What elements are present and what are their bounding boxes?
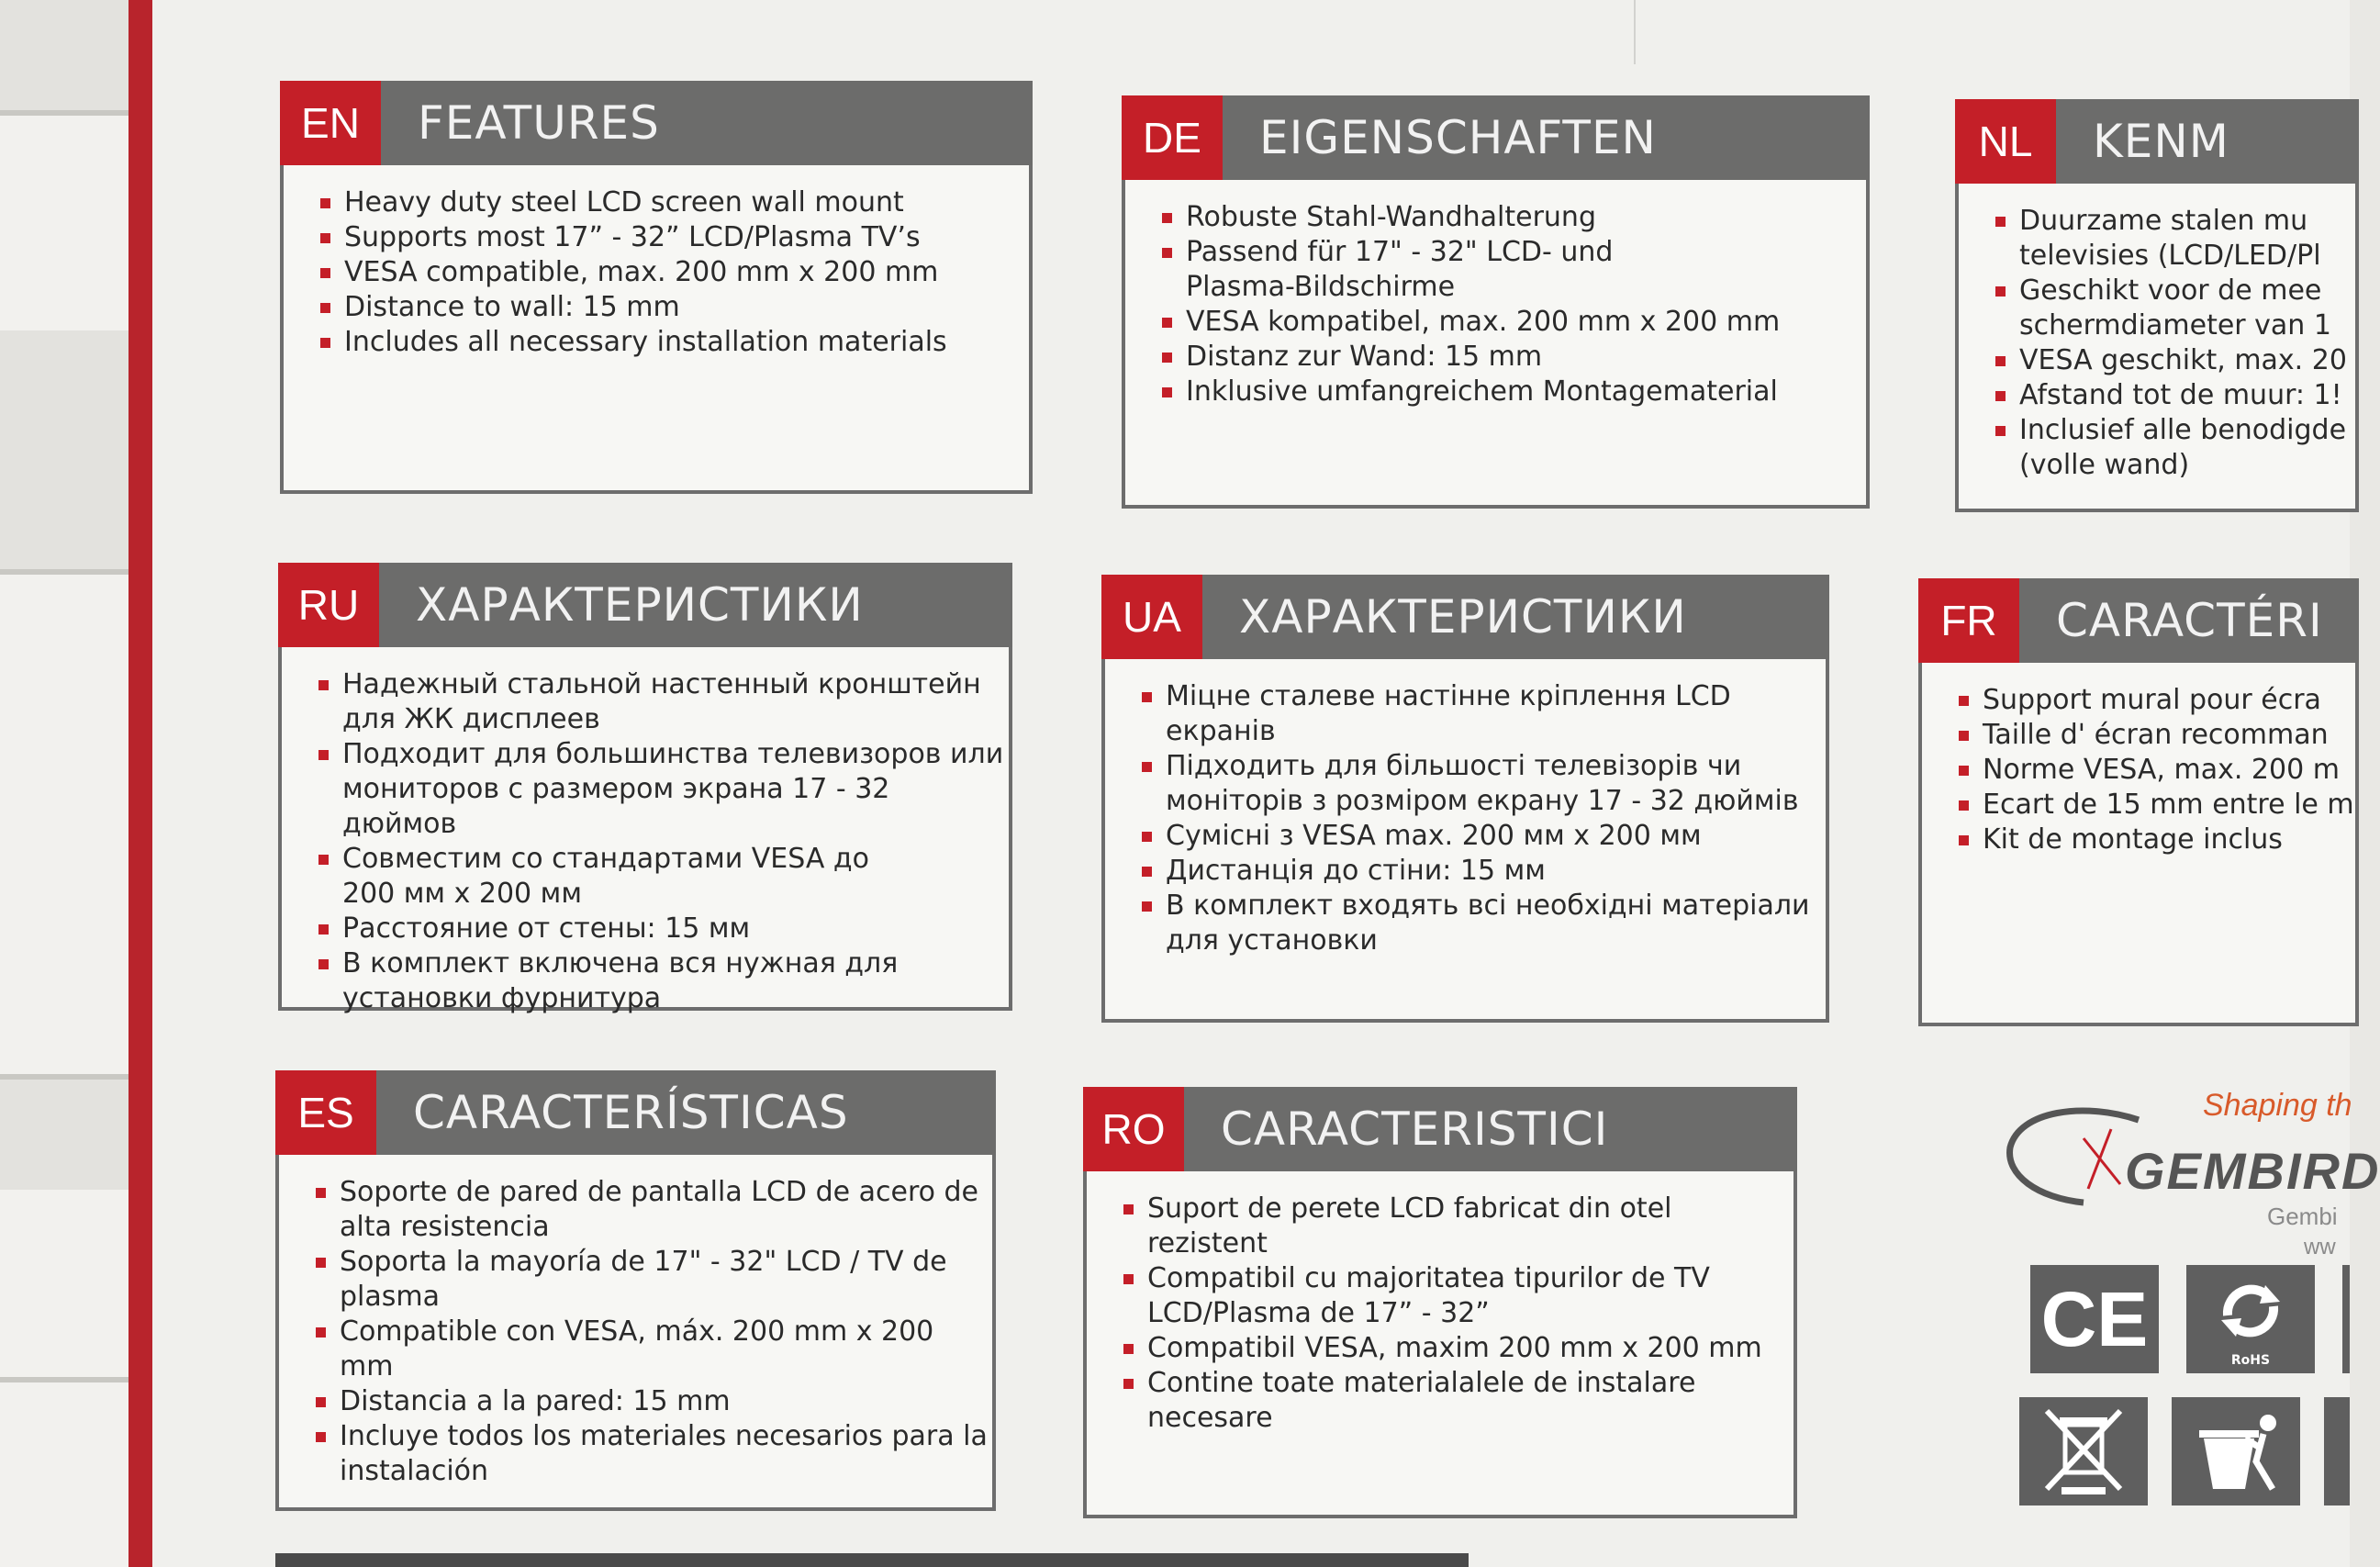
bullet-icon: [1959, 800, 1969, 811]
feature-item: Inclusief alle benodigde (volle wand): [1995, 413, 2355, 483]
ce-mark-icon: CE: [2030, 1265, 2159, 1373]
feature-item: VESA geschikt, max. 20: [1995, 343, 2355, 378]
bullet-icon: [320, 303, 330, 313]
language-code: RO: [1083, 1087, 1184, 1171]
box-crease: [1634, 0, 1636, 64]
bullet-icon: [1123, 1274, 1134, 1284]
feature-item: Підходить для більшості телевізорів чи моніторів з розміром екрану 17 - 32 дюймів: [1142, 749, 1826, 819]
feature-item: Distance to wall: 15 mm: [320, 290, 1018, 325]
bullet-icon: [320, 198, 330, 208]
feature-item: VESA kompatibel, max. 200 mm x 200 mm: [1162, 305, 1855, 340]
language-code: UA: [1101, 575, 1202, 659]
feature-item: Ecart de 15 mm entre le m: [1959, 788, 2355, 823]
panel-title: ХАРАКТЕРИСТИКИ: [416, 578, 864, 632]
bullet-icon: [316, 1432, 326, 1442]
recycle-bin-icon: [2172, 1397, 2300, 1505]
feature-item: Includes all necessary installation materials: [320, 325, 1018, 360]
bullet-icon: [1142, 901, 1152, 912]
brand-block: [2001, 1088, 2380, 1259]
feature-item: Совместим со стандартами VESA до 200 мм x 200 мм: [318, 842, 1009, 912]
language-code: NL: [1955, 99, 2056, 184]
feature-item: Incluye todos los materiales necesarios para la instalación: [316, 1419, 992, 1489]
bullet-icon: [1162, 353, 1172, 363]
panel-title: KENM: [2093, 115, 2229, 168]
cert-partial-2: [2324, 1397, 2350, 1505]
feature-list: [1959, 683, 2355, 857]
bullet-icon: [1959, 696, 1969, 706]
bullet-icon: [316, 1327, 326, 1338]
feature-item: Norme VESA, max. 200 m: [1959, 753, 2355, 788]
brand-subtitle: Gembi: [2267, 1203, 2338, 1230]
feature-item: Soporta la mayoría de 17" - 32" LCD / TV de plasma: [316, 1245, 992, 1315]
feature-list: [1162, 200, 1855, 409]
panel-header: [280, 81, 1033, 165]
panel-ru: [278, 563, 1012, 1014]
brand-url: ww: [2304, 1235, 2336, 1259]
panel-header: [275, 1070, 996, 1155]
bullet-icon: [1995, 217, 2006, 227]
language-code: ES: [275, 1070, 376, 1155]
bullet-icon: [316, 1258, 326, 1268]
feature-item: Подходит для большинства телевизоров или мониторов с размером экрана 17 - 32 дюймов: [318, 737, 1009, 842]
feature-list: [1123, 1192, 1793, 1436]
feature-item: Compatibil cu majoritatea tipurilor de TV LCD/Plasma de 17” - 32”: [1123, 1261, 1793, 1331]
feature-item: Passend für 17" - 32" LCD- und Plasma-Bildschirme: [1162, 235, 1855, 305]
panel-header: [1122, 95, 1870, 180]
feature-item: Taille d' écran recomman: [1959, 718, 2355, 753]
panel-header: [1101, 575, 1829, 659]
bullet-icon: [1142, 867, 1152, 877]
bullet-icon: [1162, 248, 1172, 258]
language-code: RU: [278, 563, 379, 647]
bullet-icon: [1162, 387, 1172, 397]
bullet-icon: [318, 924, 329, 935]
bullet-icon: [1142, 762, 1152, 772]
cert-partial: [2342, 1265, 2350, 1373]
bullet-icon: [1162, 213, 1172, 223]
feature-item: Soporte de pared de pantalla LCD de acero de alta resistencia: [316, 1175, 992, 1245]
feature-item: VESA compatible, max. 200 mm x 200 mm: [320, 255, 1018, 290]
panel-nl: [1955, 99, 2359, 512]
panel-title: ХАРАКТЕРИСТИКИ: [1239, 590, 1687, 644]
panel-title: EIGENSCHAFTEN: [1259, 111, 1657, 164]
bullet-icon: [1995, 286, 2006, 297]
panel-de: [1122, 95, 1870, 509]
feature-item: Distancia a la pared: 15 mm: [316, 1384, 992, 1419]
feature-item: В комплект входять всі необхідні матеріали для установки: [1142, 889, 1826, 958]
bullet-icon: [1162, 318, 1172, 328]
bullet-icon: [318, 959, 329, 969]
brand-tagline: Shaping th: [2203, 1088, 2352, 1123]
bullet-icon: [1142, 692, 1152, 702]
feature-item: Duurzame stalen mu televisies (LCD/LED/Pl: [1995, 204, 2355, 274]
bullet-icon: [316, 1188, 326, 1198]
feature-list: [318, 667, 1009, 1016]
bullet-icon: [318, 855, 329, 865]
feature-item: Сумісні з VESA max. 200 мм x 200 мм: [1142, 819, 1826, 854]
panel-title: CARACTERÍSTICAS: [413, 1086, 849, 1139]
feature-item: Supports most 17” - 32” LCD/Plasma TV’s: [320, 220, 1018, 255]
bullet-icon: [1123, 1204, 1134, 1214]
feature-item: Geschikt voor de mee schermdiameter van 1: [1995, 274, 2355, 343]
feature-list: [1142, 679, 1826, 958]
bullet-icon: [1123, 1344, 1134, 1354]
feature-item: Suport de perete LCD fabricat din otel rezistent: [1123, 1192, 1793, 1261]
panel-es: [275, 1070, 996, 1511]
panel-header: [1083, 1087, 1797, 1171]
panel-ua: [1101, 575, 1829, 1023]
panel-title: FEATURES: [418, 96, 660, 150]
bullet-icon: [1995, 356, 2006, 366]
feature-item: Міцне сталеве настінне кріплення LCD екранів: [1142, 679, 1826, 749]
bullet-icon: [320, 268, 330, 278]
bullet-icon: [320, 233, 330, 243]
language-code: DE: [1122, 95, 1223, 180]
feature-list: [320, 185, 1018, 360]
feature-item: Compatibil VESA, maxim 200 mm x 200 mm: [1123, 1331, 1793, 1366]
feature-item: Надежный стальной настенный кронштейн для ЖК дисплеев: [318, 667, 1009, 737]
feature-item: Kit de montage inclus: [1959, 823, 2355, 857]
feature-list: [316, 1175, 992, 1489]
feature-list: [1995, 204, 2355, 483]
feature-item: Дистанція до стіни: 15 мм: [1142, 854, 1826, 889]
feature-item: Contine toate materialalele de instalare necesare: [1123, 1366, 1793, 1436]
panel-title: CARACTERISTICI: [1221, 1102, 1609, 1156]
panel-title: CARACTÉRI: [2056, 594, 2323, 647]
bullet-icon: [1959, 731, 1969, 741]
bullet-icon: [1123, 1379, 1134, 1389]
bullet-icon: [316, 1397, 326, 1407]
bottom-strip: [275, 1553, 1469, 1567]
bullet-icon: [1142, 832, 1152, 842]
bullet-icon: [1995, 391, 2006, 401]
feature-item: Afstand tot de muur: 1!: [1995, 378, 2355, 413]
feature-item: Heavy duty steel LCD screen wall mount: [320, 185, 1018, 220]
bullet-icon: [1995, 426, 2006, 436]
feature-item: В комплект включена вся нужная для установки фурнитура: [318, 946, 1009, 1016]
feature-item: Compatible con VESA, máx. 200 mm x 200 mm: [316, 1315, 992, 1384]
panel-header: [1918, 578, 2359, 663]
panel-fr: [1918, 578, 2359, 1026]
bullet-icon: [1959, 835, 1969, 845]
feature-item: Robuste Stahl-Wandhalterung: [1162, 200, 1855, 235]
language-code: EN: [280, 81, 381, 165]
bullet-icon: [318, 680, 329, 690]
feature-item: Расстояние от стены: 15 мм: [318, 912, 1009, 946]
language-code: FR: [1918, 578, 2019, 663]
feature-item: Support mural pour écra: [1959, 683, 2355, 718]
bullet-icon: [1959, 766, 1969, 776]
panel-header: [278, 563, 1012, 647]
recycle-arrows-icon: [2186, 1265, 2315, 1357]
rohs-icon: RoHS: [2186, 1265, 2315, 1373]
panel-header: [1955, 99, 2359, 184]
feature-item: Inklusive umfangreichem Montagematerial: [1162, 375, 1855, 409]
bullet-icon: [320, 338, 330, 348]
panel-ro: [1083, 1087, 1797, 1518]
panel-en: [280, 81, 1033, 494]
feature-item: Distanz zur Wand: 15 mm: [1162, 340, 1855, 375]
bullet-icon: [318, 750, 329, 760]
weee-bin-crossed-icon: [2019, 1397, 2148, 1505]
box-red-edge: [128, 0, 152, 1567]
brand-name: GEMBIRD: [2125, 1142, 2380, 1200]
